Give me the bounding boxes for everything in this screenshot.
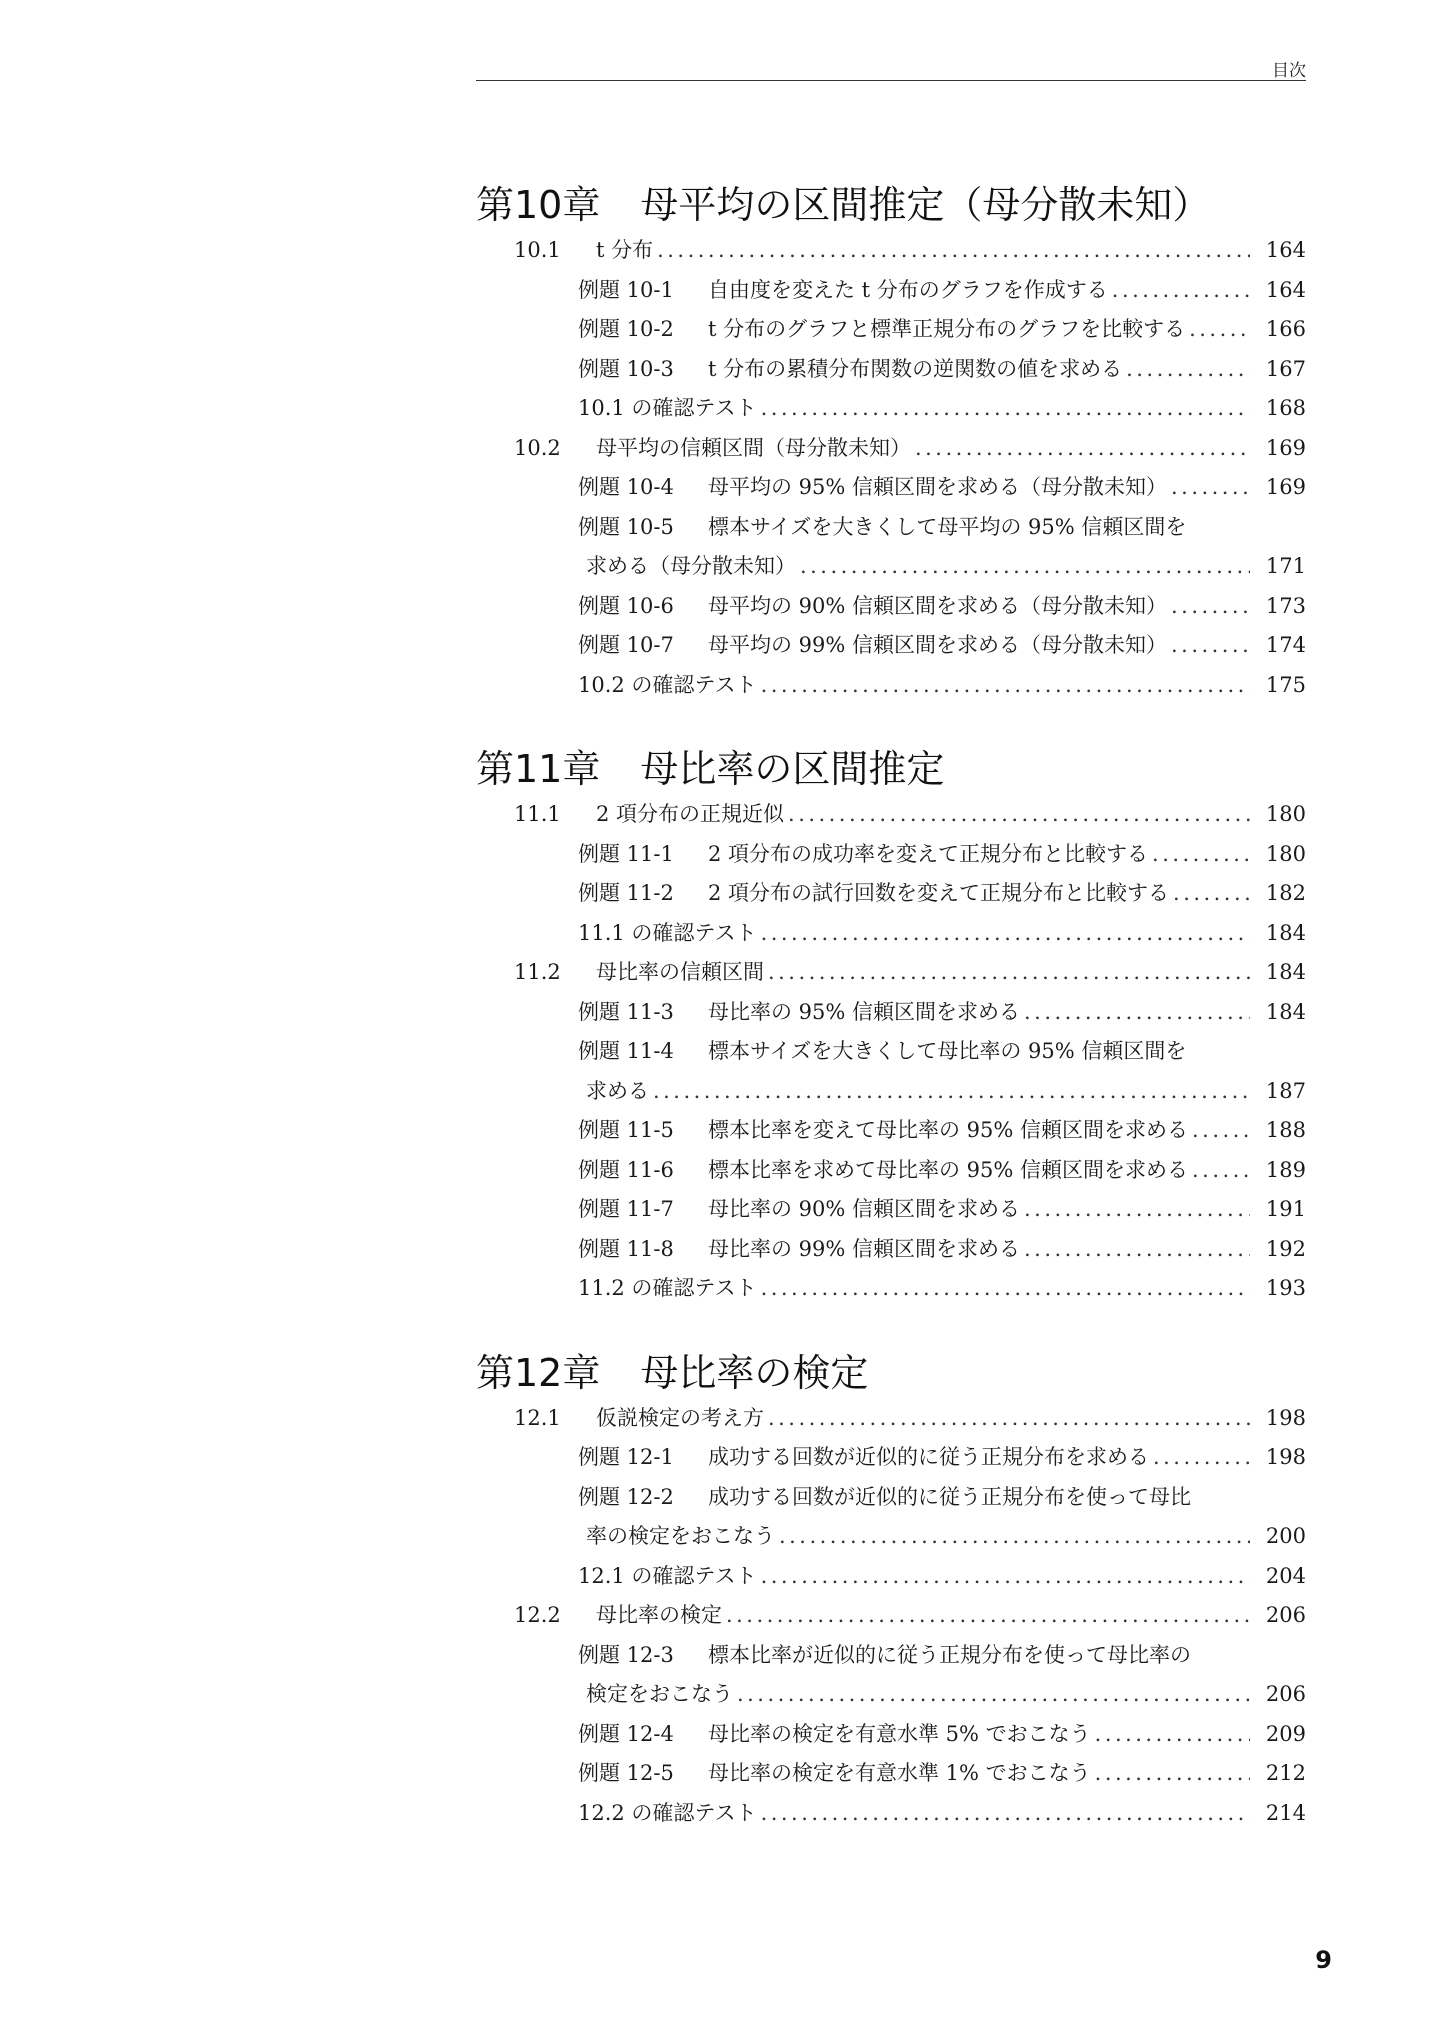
entry-page: 198 [1265,1445,1306,1469]
entry-title: 2 項分布の正規近似 [596,802,785,826]
entry-title: 成功する回数が近似的に従う正規分布を使って母比 [708,1484,1191,1509]
entry-title: 標本比率を変えて母比率の 95% 信頼区間を求める [708,1118,1189,1142]
toc-example-entry [476,389,1306,429]
entry-title: 仮説検定の考え方 [596,1405,764,1430]
entry-page: 212 [1265,1761,1306,1785]
page-number: 9 [1315,1946,1332,1974]
chapter-number: 第11章 [476,747,601,791]
entry-page: 188 [1265,1118,1306,1142]
entry-number: 例題 10-6 [578,593,674,618]
toc-section-entry [476,231,1306,271]
entry-page: 200 [1265,1524,1306,1548]
entry-number: 11.1 [514,802,561,826]
entry-page: 184 [1265,920,1306,945]
entry-row [578,587,1306,627]
entry-title: 標本サイズを大きくして母平均の 95% 信頼区間を [708,514,1187,539]
entry-row [578,1111,1306,1151]
toc-section-entry [476,1596,1306,1636]
entry-number: 例題 10-2 [578,317,674,341]
toc-example-entry [476,1111,1306,1151]
entry-page: 191 [1265,1197,1306,1221]
dot-leader [1171,626,1250,666]
dot-leader [1024,1190,1250,1230]
toc-example-entry [476,1190,1306,1230]
entry-page: 189 [1265,1157,1306,1182]
entry-page: 166 [1265,317,1306,341]
entry-title: 母比率の信頼区間 [596,960,764,984]
toc-section-entry [476,429,1306,469]
entry-number: 例題 12-5 [578,1761,674,1785]
entry-title: 母比率の検定を有意水準 5% でおこなう [708,1721,1091,1746]
toc-example-entry [476,271,1306,311]
dot-leader [1192,1111,1250,1151]
entry-number: 11.2 [514,960,561,984]
entry-row [578,350,1306,390]
entry-page: 192 [1265,1236,1306,1261]
entry-page: 184 [1265,960,1306,984]
entry-row [514,1399,1306,1439]
dot-leader [761,1794,1250,1834]
dot-leader [1153,1438,1250,1478]
running-header: 目次 [1272,61,1306,81]
entry-row [578,389,1306,429]
entry-page: 164 [1265,277,1306,302]
toc-example-entry [476,1754,1306,1794]
dot-leader [761,1269,1250,1309]
entry-title: 成功する回数が近似的に従う正規分布を求める [708,1445,1149,1469]
entry-row [578,271,1306,311]
entry-row [578,508,1306,548]
dot-leader [788,795,1250,835]
entry-row [578,1151,1306,1191]
toc-example-entry [476,626,1306,666]
entry-page: 214 [1265,1800,1306,1825]
chapter-title-text: 母比率の区間推定 [640,747,945,791]
toc-example-entry [476,874,1306,914]
entry-number: 例題 11-5 [578,1118,674,1142]
entry-row [578,874,1306,914]
entry-row [578,1230,1306,1270]
dot-leader [768,953,1250,993]
dot-leader [1152,835,1250,875]
entry-title: t 分布のグラフと標準正規分布のグラフを比較する [708,317,1186,341]
entry-row [578,1190,1306,1230]
entry-title: 母平均の 90% 信頼区間を求める（母分散未知） [708,593,1168,618]
dot-leader [779,1517,1250,1557]
entry-page: 175 [1265,672,1306,697]
dot-leader [1189,310,1250,350]
dot-leader [761,389,1250,429]
entry-title: 母平均の 95% 信頼区間を求める（母分散未知） [708,475,1168,499]
entry-title: 標本サイズを大きくして母比率の 95% 信頼区間を [708,1039,1187,1063]
entry-title-continued: 検定をおこなう [586,1682,733,1706]
toc-example-entry [476,310,1306,350]
entry-row [578,626,1306,666]
entry-page: 164 [1265,238,1306,262]
dot-leader [1024,993,1250,1033]
entry-page: 168 [1265,396,1306,420]
entry-number: 例題 12-1 [578,1445,674,1469]
entry-page: 171 [1265,554,1306,578]
dot-leader [1112,271,1250,311]
entry-row [514,1596,1306,1636]
dot-leader [761,666,1250,706]
entry-number: 例題 10-7 [578,633,674,657]
entry-title: 標本比率が近似的に従う正規分布を使って母比率の [708,1642,1191,1667]
entry-number: 例題 11-2 [578,881,674,905]
entry-number: 10.2 [514,435,561,460]
entry-continuation [476,1072,1306,1112]
entry-page: 174 [1265,633,1306,657]
entry-row [578,1794,1306,1834]
dot-leader [657,231,1250,271]
entry-row [578,1438,1306,1478]
entry-row [578,468,1306,508]
dot-leader [800,547,1250,587]
entry-page: 184 [1265,999,1306,1024]
entry-title: 12.1 の確認テスト [578,1563,757,1588]
entry-row [578,666,1306,706]
entry-row [578,993,1306,1033]
table-of-contents [476,180,1306,1872]
chapter-title-text: 母比率の検定 [640,1350,869,1395]
entry-number: 例題 12-3 [578,1642,674,1667]
entry-page: 198 [1265,1405,1306,1430]
toc-example-entry [476,350,1306,390]
chapter-number: 第12章 [476,1350,601,1395]
dot-leader [653,1072,1250,1112]
toc-example-entry [476,1230,1306,1270]
entry-row [514,429,1306,469]
entry-title: 標本比率を求めて母比率の 95% 信頼区間を求める [708,1157,1189,1182]
dot-leader [1171,468,1250,508]
dot-leader [726,1596,1250,1636]
chapter-heading [476,180,1306,230]
toc-example-entry [476,1478,1306,1518]
entry-number: 例題 10-4 [578,475,674,499]
entry-page: 182 [1265,881,1306,905]
entry-page: 169 [1265,435,1306,460]
entry-page: 206 [1265,1603,1306,1627]
entry-number: 例題 10-5 [578,514,674,539]
entry-title-continued: 求める [586,1078,649,1103]
dot-leader [761,914,1250,954]
entry-title: 11.1 の確認テスト [578,920,757,945]
entry-title: 母平均の信頼区間（母分散未知） [596,435,911,460]
entry-page: 167 [1265,356,1306,381]
dot-leader [1095,1715,1250,1755]
dot-leader [1095,1754,1250,1794]
chapter-heading [476,1348,1306,1398]
dot-leader [737,1675,1250,1715]
entry-number: 例題 12-4 [578,1721,674,1746]
toc-example-entry [476,1794,1306,1834]
entry-row [586,1517,1306,1557]
entry-row [578,1754,1306,1794]
toc-example-entry [476,914,1306,954]
chapter-section [476,744,1306,1309]
entry-title: 11.2 の確認テスト [578,1276,757,1300]
entry-number: 例題 10-3 [578,356,674,381]
toc-example-entry [476,1151,1306,1191]
toc-example-entry [476,993,1306,1033]
entry-number: 例題 11-7 [578,1197,674,1221]
dot-leader [1024,1230,1250,1270]
entry-page: 206 [1265,1682,1306,1706]
toc-example-entry [476,666,1306,706]
entry-number: 例題 11-4 [578,1039,674,1063]
chapter-section [476,180,1306,705]
toc-example-entry [476,508,1306,548]
entry-row [586,1675,1306,1715]
entry-page: 204 [1265,1563,1306,1588]
entry-number: 10.1 [514,238,561,262]
entry-row [578,1636,1306,1676]
dot-leader [1126,350,1250,390]
entry-title: 自由度を変えた t 分布のグラフを作成する [708,277,1108,302]
toc-example-entry [476,1636,1306,1676]
chapter-heading [476,744,1306,794]
entry-continuation [476,1517,1306,1557]
entry-row [514,231,1306,271]
entry-row [586,547,1306,587]
entry-number: 例題 11-1 [578,841,674,866]
entry-number: 例題 10-1 [578,277,674,302]
dot-leader [1192,1151,1250,1191]
dot-leader [1173,874,1250,914]
toc-example-entry [476,468,1306,508]
entry-continuation [476,547,1306,587]
entry-number: 12.2 [514,1603,561,1627]
entry-title: 10.2 の確認テスト [578,672,757,697]
entry-page: 193 [1265,1276,1306,1300]
dot-leader [915,429,1250,469]
entry-title: 2 項分布の成功率を変えて正規分布と比較する [708,841,1149,866]
entry-row [586,1072,1306,1112]
chapter-section [476,1348,1306,1834]
header-rule [476,80,1306,81]
entry-row [578,1478,1306,1518]
entry-row [514,953,1306,993]
toc-section-entry [476,953,1306,993]
entry-title: 2 項分布の試行回数を変えて正規分布と比較する [708,881,1170,905]
toc-example-entry [476,1715,1306,1755]
entry-row [578,1715,1306,1755]
entry-row [578,835,1306,875]
entry-number: 例題 11-3 [578,999,674,1024]
entry-continuation [476,1675,1306,1715]
dot-leader [768,1399,1250,1439]
toc-example-entry [476,1032,1306,1072]
toc-example-entry [476,1269,1306,1309]
toc-example-entry [476,1438,1306,1478]
entry-title: 10.1 の確認テスト [578,396,757,420]
entry-number: 例題 11-6 [578,1157,674,1182]
entry-number: 例題 12-2 [578,1484,674,1509]
entry-title-continued: 率の検定をおこなう [586,1524,775,1548]
entry-row [578,1557,1306,1597]
entry-row [578,1269,1306,1309]
toc-section-entry [476,795,1306,835]
entry-title: 12.2 の確認テスト [578,1800,757,1825]
entry-title: 母平均の 99% 信頼区間を求める（母分散未知） [708,633,1168,657]
entry-row [578,310,1306,350]
entry-page: 180 [1265,841,1306,866]
entry-page: 209 [1265,1721,1306,1746]
entry-page: 187 [1265,1078,1306,1103]
entry-title: 母比率の検定を有意水準 1% でおこなう [708,1761,1091,1785]
entry-title: t 分布の累積分布関数の逆関数の値を求める [708,356,1123,381]
entry-title: 母比率の 95% 信頼区間を求める [708,999,1021,1024]
entry-title: t 分布 [596,238,654,262]
entry-row [578,914,1306,954]
entry-page: 180 [1265,802,1306,826]
dot-leader [761,1557,1250,1597]
entry-page: 173 [1265,593,1306,618]
entry-row [514,795,1306,835]
entry-title: 母比率の検定 [596,1603,722,1627]
entry-row [578,1032,1306,1072]
chapter-number: 第10章 [476,183,601,227]
toc-example-entry [476,835,1306,875]
toc-section-entry [476,1399,1306,1439]
chapter-title-text: 母平均の区間推定（母分散未知） [640,183,1211,227]
entry-title: 母比率の 90% 信頼区間を求める [708,1197,1021,1221]
entry-title-continued: 求める（母分散未知） [586,554,796,578]
entry-title: 母比率の 99% 信頼区間を求める [708,1236,1021,1261]
dot-leader [1171,587,1250,627]
entry-number: 12.1 [514,1405,561,1430]
toc-example-entry [476,1557,1306,1597]
toc-example-entry [476,587,1306,627]
entry-number: 例題 11-8 [578,1236,674,1261]
entry-page: 169 [1265,475,1306,499]
